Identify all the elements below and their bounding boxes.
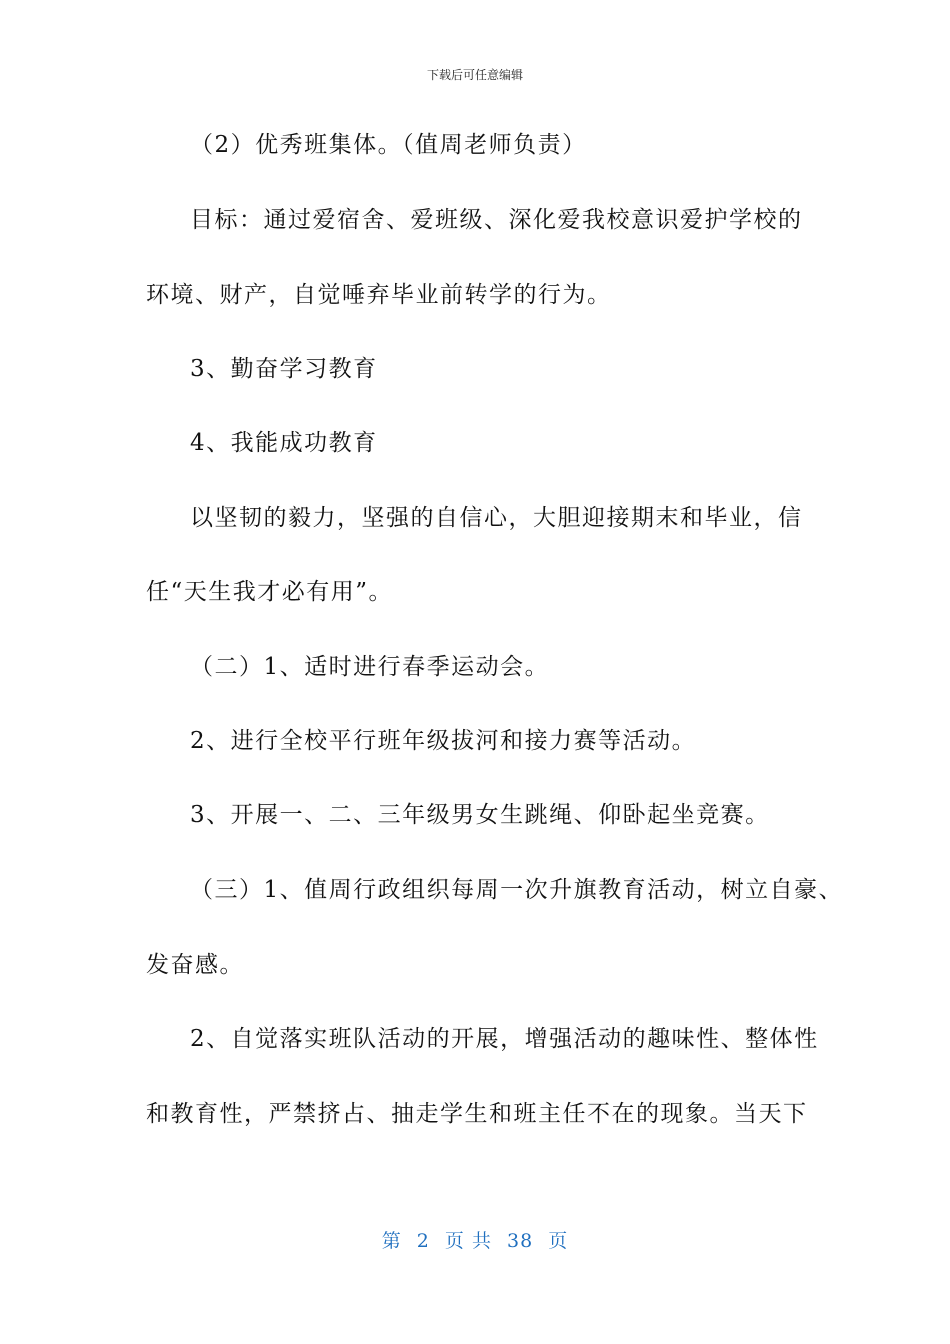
body-line: 2、自觉落实班队活动的开展，增强活动的趣味性、整体性 xyxy=(190,1026,819,1052)
footer-total: 38 xyxy=(507,1230,534,1252)
body-line: 4、我能成功教育 xyxy=(190,430,378,456)
body-line: 3、勤奋学习教育 xyxy=(190,356,378,382)
body-line: 目标：通过爱宿舍、爱班级、深化爱我校意识爱护学校的 xyxy=(190,207,803,233)
body-line: 环境、财产，自觉唾弃毕业前转学的行为。 xyxy=(146,282,612,308)
body-line: （三）1、值周行政组织每周一次升旗教育活动，树立自豪、 xyxy=(190,877,844,903)
body-line: 2、进行全校平行班年级拔河和接力赛等活动。 xyxy=(190,728,697,754)
page-number-footer xyxy=(0,1226,950,1253)
body-line: 任“天生我才必有用”。 xyxy=(146,579,394,605)
body-line: 和教育性，严禁挤占、抽走学生和班主任不在的现象。当天下 xyxy=(146,1101,808,1127)
body-line: 以坚韧的毅力，坚强的自信心，大胆迎接期末和毕业，信 xyxy=(190,505,803,531)
body-line: （二）1、适时进行春季运动会。 xyxy=(190,654,550,680)
footer-page: 2 xyxy=(416,1230,430,1252)
footer-middle: 页 共 xyxy=(444,1230,492,1252)
footer-suffix: 页 xyxy=(548,1230,569,1252)
body-line: 3、开展一、二、三年级男女生跳绳、仰卧起坐竞赛。 xyxy=(190,802,770,828)
footer-prefix: 第 xyxy=(381,1230,402,1252)
header-note: 下载后可任意编辑 xyxy=(426,68,523,82)
body-line: （2）优秀班集体。（值周老师负责） xyxy=(190,132,587,158)
body-line: 发奋感。 xyxy=(146,952,244,978)
